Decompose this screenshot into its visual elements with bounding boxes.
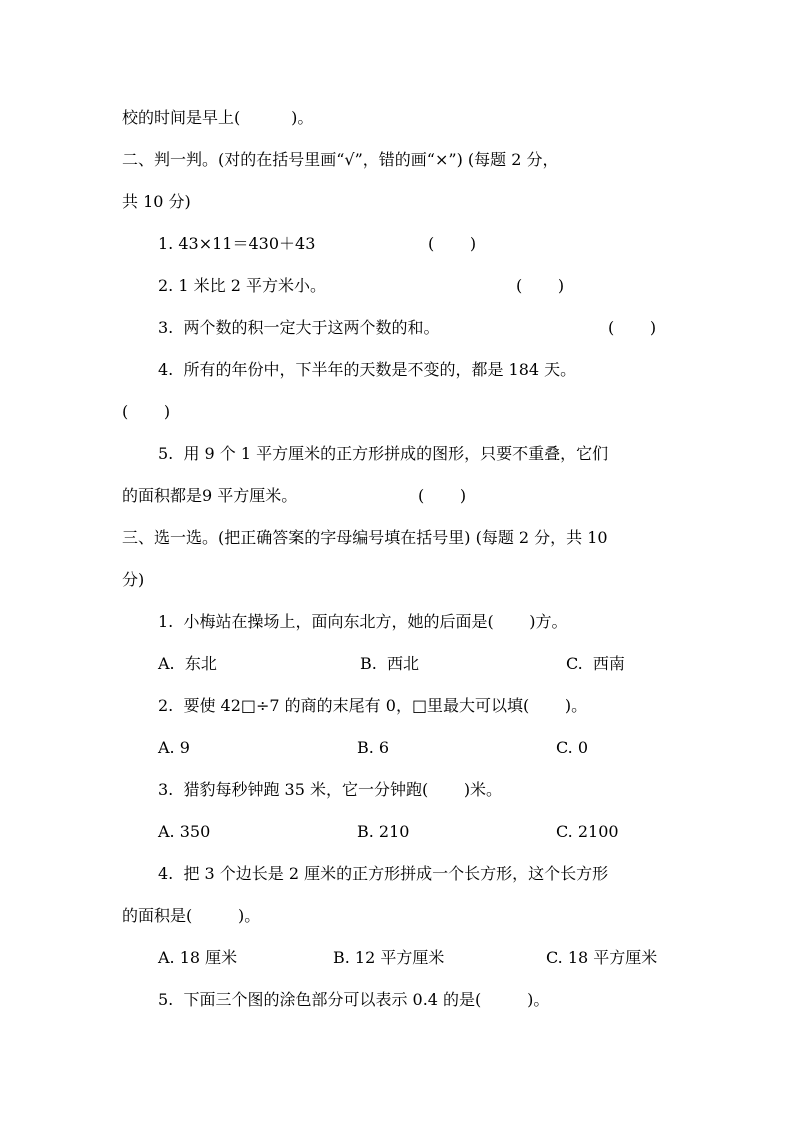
choice-item-5: 5. 下面三个图的涂色部分可以表示 0.4 的是( )。 — [158, 990, 550, 1009]
choice-item-2-option-b: B. 6 — [357, 738, 390, 757]
section-2-heading: 二、判一判。(对的在括号里画“√”，错的画“×”) (每题 2 分， — [122, 150, 559, 169]
judge-item-3: 3. 两个数的积一定大于这两个数的和。 — [158, 318, 440, 337]
choice-item-1-option-b: B. 西北 — [360, 654, 420, 673]
judge-item-2-answer-blank: ( ) — [516, 276, 565, 295]
choice-item-2-option-a: A. 9 — [158, 738, 190, 757]
choice-item-3-option-a: A. 350 — [158, 822, 211, 841]
choice-item-4: 4. 把 3 个边长是 2 厘米的正方形拼成一个长方形，这个长方形 — [158, 864, 609, 883]
judge-item-5-answer-blank: ( ) — [418, 486, 467, 505]
judge-item-4-answer-blank: ( ) — [122, 402, 171, 421]
judge-item-1: 1. 43×11＝430＋43 — [158, 234, 316, 253]
judge-item-4: 4. 所有的年份中，下半年的天数是不变的，都是 184 天。 — [158, 360, 577, 379]
section-3-heading-cont: 分) — [122, 570, 145, 589]
choice-item-2-option-c: C. 0 — [556, 738, 589, 757]
choice-item-4-option-b: B. 12 平方厘米 — [333, 948, 445, 967]
choice-item-3: 3. 猎豹每秒钟跑 35 米，它一分钟跑( )米。 — [158, 780, 503, 799]
judge-item-3-answer-blank: ( ) — [608, 318, 657, 337]
judge-item-1-answer-blank: ( ) — [428, 234, 477, 253]
choice-item-4-option-a: A. 18 厘米 — [158, 948, 238, 967]
section-2-heading-cont: 共 10 分) — [122, 192, 191, 211]
choice-item-4-option-c: C. 18 平方厘米 — [546, 948, 658, 967]
choice-item-1: 1. 小梅站在操场上，面向东北方，她的后面是( )方。 — [158, 612, 568, 631]
choice-item-2: 2. 要使 42□÷7 的商的末尾有 0，□里最大可以填( )。 — [158, 696, 588, 715]
continued-question-line: 校的时间是早上( )。 — [122, 108, 314, 127]
judge-item-5-cont: 的面积都是9 平方厘米。 — [122, 486, 298, 505]
choice-item-3-option-b: B. 210 — [357, 822, 410, 841]
section-3-heading: 三、选一选。(把正确答案的字母编号填在括号里) (每题 2 分，共 10 — [122, 528, 608, 547]
choice-item-1-option-c: C. 西南 — [566, 654, 625, 673]
choice-item-1-option-a: A. 东北 — [158, 654, 217, 673]
choice-item-4-cont: 的面积是( )。 — [122, 906, 261, 925]
choice-item-3-option-c: C. 2100 — [556, 822, 619, 841]
judge-item-2: 2. 1 米比 2 平方米小。 — [158, 276, 326, 295]
judge-item-5: 5. 用 9 个 1 平方厘米的正方形拼成的图形，只要不重叠，它们 — [158, 444, 609, 463]
